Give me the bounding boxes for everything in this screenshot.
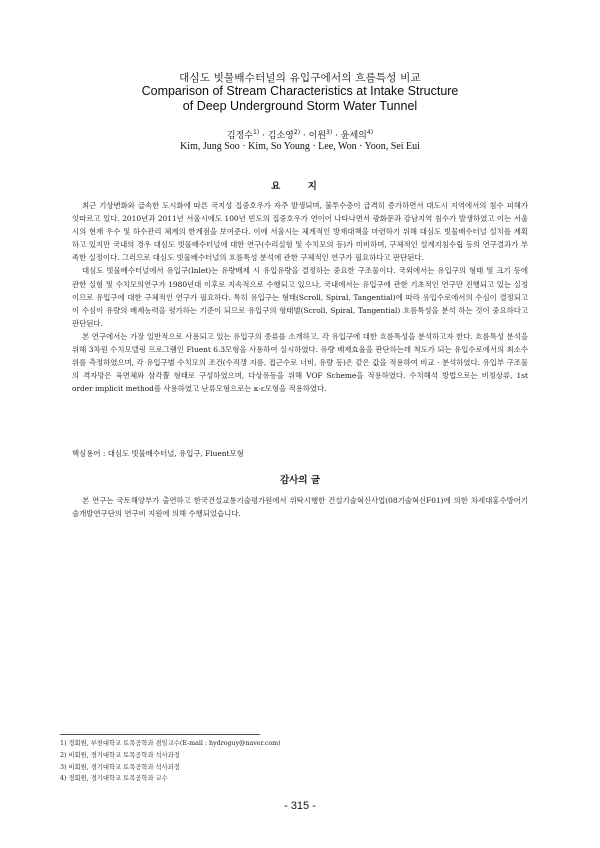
abstract-paragraph: 최근 기상변화와 급속한 도시화에 따른 국지성 집중호우가 자주 발생되며, 불투수층이 급격히 증가하면서 대도시 지역에서의 침수 피해가 잇따르고 있다. 2010년과 2011년 서울시에도 100년 빈도의 집중호우가 연이어 나타나면서 광화문과 강남지역 침수가 발생하였고 이는 서울시의 현재 우수 및 하수관리 체계의 한계점을 보여준다. 이에 서울시는 체계적인 방재대책을 마련하기 위해 대심도 빗물배수터널 설치를 계획하고 있지만 국내의 경우 대심도 빗물배수터널에 대한 연구(수리실험 및 수치모의 등)가 미비하며, 구체적인 설계지침수립 등의 연구결과가 부족한 실정이다. 그러므로 대심도 빗물배수터널의 흐름특성 분석에 관한 구체적인 연구가 필요하다고 판단된다. — [72, 201, 528, 263]
author-separator: · — [332, 131, 341, 141]
footnote: 2) 비회원, 경기대학교 토목공학과 석사과정 — [60, 751, 180, 759]
author-separator: · — [300, 131, 309, 141]
footnotes — [60, 738, 540, 785]
footnote: 4) 정회원, 경기대학교 토목공학과 교수 — [60, 775, 168, 783]
abstract-paragraph: 대심도 빗물배수터널에서 유입구(Inlet)는 유량배제 시 유입유량을 결정하는 중요한 구조물이다. 국외에서는 유입구의 형태 및 크기 등에 관한 실험 및 수치모의연구가 1980년대 이후로 지속적으로 수행되고 있으나, 국내에서는 유입구에 관한 기초적인 연구만 진행되고 있는 실정이므로 유입구에 대한 구체적인 연구가 필요하다. 특히 유입구는 형태(Scroll, Spiral, Tangential)에 따라 유입수로에서의 수심이 결정되고 이 수심이 유량의 배제능력을 평가하는 기준이 되므로 유입구의 형태별(Scroll, Spiral, Tangential) 흐름특성을 분석 하는 것이 중요하다고 판단된다. — [72, 266, 528, 328]
acknowledgement-body — [72, 494, 528, 520]
authors-korean — [0, 128, 600, 141]
author-mark: 4) — [366, 129, 374, 136]
author-mark: 1) — [253, 129, 260, 136]
title-english-line2: of Deep Underground Storm Water Tunnel — [182, 99, 418, 113]
footnote: 1) 정회원, 부천대학교 토목공학과 겸임교수(E-mail : hydroguy@naver.com) — [60, 740, 281, 747]
authors-english: Kim, Jung Soo · Kim, So Young · Lee, Won · Yoon, Sei Eui — [180, 141, 420, 152]
author-name: 김소영 — [267, 131, 294, 141]
author-name: 윤세의 — [340, 131, 367, 141]
footnote: 3) 비회원, 경기대학교 토목공학과 석사과정 — [60, 763, 180, 771]
abstract-paragraph: 본 연구에서는 가장 일반적으로 사용되고 있는 유입구의 종류를 소개하고, 각 유입구에 대한 흐름특성을 분석하고자 한다. 흐름특성 분석을 위해 3차원 수치모델링 프로그램인 Fluent 6.3모형을 사용하여 실시하였다. 유량 배제효율을 판단하는데 척도가 되는 유입수로에서의 최소수위를 측정하였으며, 각 유입구별 수치모의 조건(수직갱 지름, 접근수로 너비, 유량 등)은 같은 값을 적용하여 비교 · 분석하였다. 유입부 구조물의 격자망은 육면체와 삼각뿔 형태로 구성하였으며, 다상유동을 위해 VOF Scheme을 적용하였다. 수치해석 방법으로는 비정상류, 1st order implicit method를 사용하였고 난류모형으로는 κ-ε모형을 적용하였다. — [72, 331, 528, 394]
author-name: 김정수 — [226, 131, 254, 141]
page-number: - 315 - — [284, 800, 316, 812]
abstract-heading: 요 지 — [271, 181, 329, 192]
author-mark: 2) — [293, 129, 301, 136]
title-english-line1: Comparison of Stream Characteristics at Intake Structure — [141, 84, 459, 98]
keywords: 핵심용어 : 대심도 빗물배수터널, 유입구, Fluent모형 — [72, 449, 244, 458]
author-name: 이원 — [308, 131, 327, 141]
abstract-body — [72, 199, 528, 395]
author-mark: 3) — [326, 129, 333, 136]
acknowledgement-text: 본 연구는 국토해양부가 출연하고 한국건설교통기술평가원에서 위탁시행한 건설기술혁신사업(08기술혁신F01)에 의한 차세대홍수방어기술개발연구단의 연구비 지원에 의해 수행되었습니다. — [72, 496, 528, 519]
footnote-divider — [60, 734, 260, 735]
author-separator: · — [259, 131, 268, 141]
title-korean: 대심도 빗물배수터널의 유입구에서의 흐름특성 비교 — [179, 72, 421, 84]
acknowledgement-heading: 감사의 글 — [279, 475, 320, 486]
